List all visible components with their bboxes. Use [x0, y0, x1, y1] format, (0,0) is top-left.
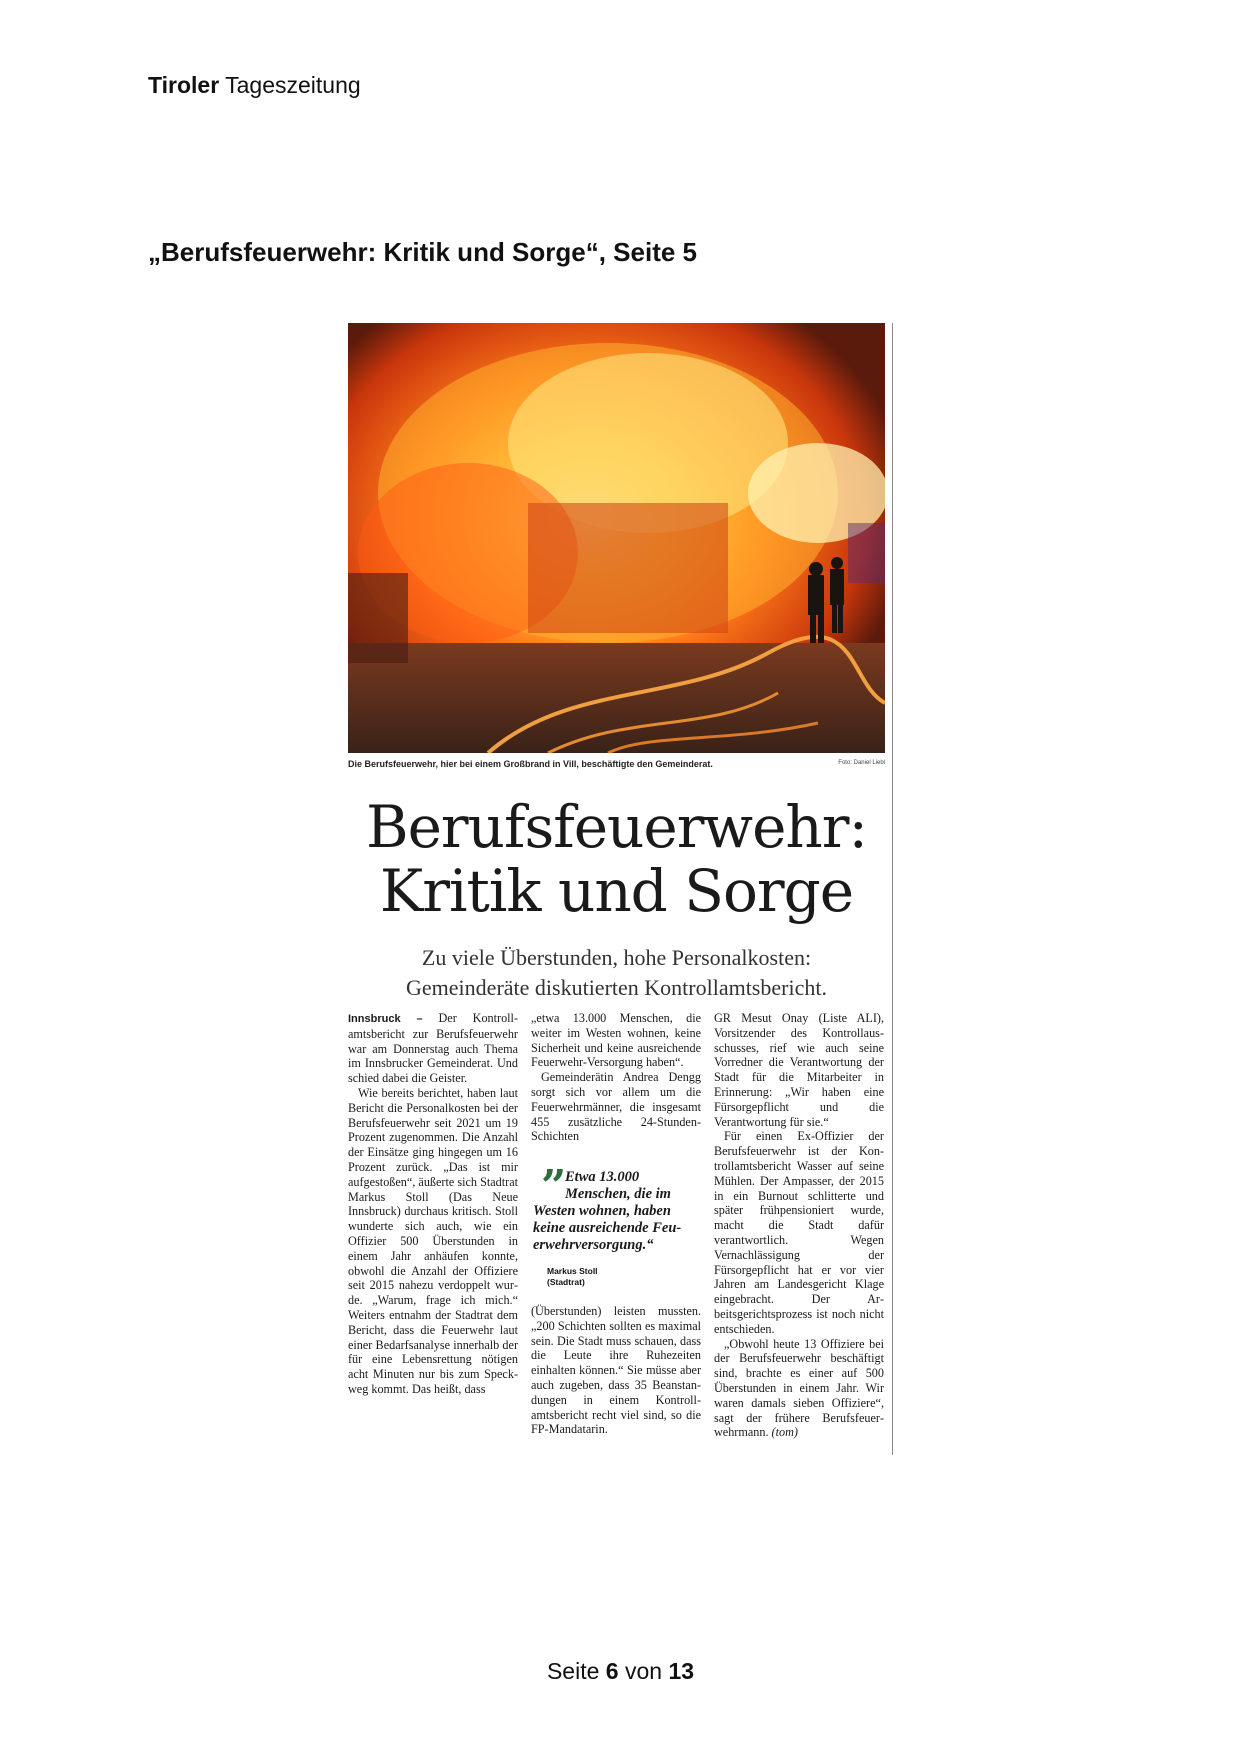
publisher-name-rest: Tageszeitung	[225, 72, 361, 98]
article-headline	[348, 795, 885, 923]
article-column-2	[531, 1011, 701, 1144]
article-dateline: Innsbruck –	[348, 1013, 423, 1025]
pull-quote-role: (Stadtrat)	[547, 1277, 585, 1287]
column-1-paragraph-1	[348, 1011, 518, 1086]
page-total: 13	[668, 1658, 695, 1684]
page-of: von	[624, 1658, 663, 1684]
page-current: 6	[605, 1658, 619, 1684]
column-2-paragraph-2: Gemeinderätin Andrea Dengg sorgt sich vor allem um die Feuerwehrmänner, die insgesamt 455 zusätzliche 24-Stunden-Schichten	[531, 1070, 701, 1144]
pull-quote-text	[533, 1169, 701, 1254]
article-column-2-continued	[531, 1304, 701, 1437]
page-label: Seite	[546, 1658, 600, 1684]
publisher-name-bold: Tiroler	[148, 72, 220, 98]
column-3-paragraph-3	[714, 1337, 884, 1441]
author-signature: (tom)	[771, 1425, 798, 1440]
photo-caption	[348, 759, 885, 769]
pull-quote-attribution	[547, 1266, 701, 1288]
photo-caption-text: Die Berufsfeuerwehr, hier bei einem Großbrand in Vill, beschäftigte den Gemeinderat.	[348, 759, 713, 769]
column-3-paragraph-3-text: „Obwohl heute 13 Offiziere bei der Berufsfeuerwehr beschäftigt sind, brachte es einer auf 500 Überstunden in einem Jahr. Wir waren damals sieben Offiziere“, sagt der frühere Berufsfeuerwehrmann.	[714, 1336, 884, 1440]
pull-quote	[531, 1161, 701, 1288]
newspaper-clipping	[348, 323, 892, 1455]
quote-mark-icon: ”	[541, 1161, 567, 1212]
document-title: „Berufsfeuerwehr: Kritik und Sorge“, Seite 5	[148, 237, 698, 267]
article-column-1	[348, 1011, 518, 1397]
publisher-name	[148, 72, 361, 99]
column-3-paragraph-2: Für einen Ex-Offizier der Berufsfeuerwehr ist der Kontrollamtsbericht Wasser auf seine Mühlen. Der Ampasser, der 2015 in ein Burnout schlitterte und später frühpensioniert wurde, macht die Stadt dafür verantwortlich. Wegen Vernachlässigung der Fürsorgepflicht hat er vor vier Jahren am Landesgericht Klage eingebracht. Der Arbeitsgerichtsprozess ist noch nicht entschieden.	[714, 1129, 884, 1336]
pull-quote-rest: Westen wohnen, haben keine ausreichende Feuerwehrversorgung.“	[533, 1203, 682, 1253]
headline-line-1: Berufsfeuerwehr:	[365, 793, 868, 861]
column-2-paragraph-1: „etwa 13.000 Menschen, die weiter im Westen wohnen, keine Sicherheit und keine ausreichende Feuerwehr-Versorgung haben“.	[531, 1011, 701, 1070]
subhead-line-2: Gemeinderäte diskutierten Kontrollamtsbericht.	[406, 975, 827, 1000]
article-subheadline	[348, 943, 885, 1003]
column-1-paragraph-1-text: Der Kontrollamtsbericht zur Berufsfeuerwehr war am Donnerstag auch Thema im Innsbrucker Gemeinderat. Und schied dabei die Geister.	[348, 1011, 519, 1086]
column-divider	[892, 323, 893, 1455]
article-column-3	[714, 1011, 884, 1440]
subhead-line-1: Zu viele Überstunden, hohe Personalkosten:	[421, 945, 812, 970]
column-1-paragraph-2: Wie bereits berichtet, haben laut Bericht die Personalkosten bei der Berufsfeuerwehr seit 2021 um 19 Prozent zugenommen. Die Anzahl der Einsätze ging hingegen um 16 Prozent zurück. „Das ist mir aufgestoßen“, äußerte sich Stadtrat Markus Stoll (Das Neue Innsbruck) durchaus kritisch. Stoll wunderte sich auch, wie ein Offizier 500 Überstunden in einem Jahr anhäufen konnte, obwohl die Anzahl der Offiziere seit 2015 nahezu verdoppelt wurde. „Warum, frage ich mich.“ Weiters entnahm der Stadtrat dem Bericht, dass die Feuerwehr laut einer Bedarfsanalyse innerhalb der für eine Lebensrettung nötigen acht Minuten nur bis zum Speckweg kommt. Das heißt, dass	[348, 1085, 518, 1396]
photo-credit: Foto: Daniel Liebl	[838, 760, 885, 766]
column-3-paragraph-1: GR Mesut Onay (Liste ALI), Vorsitzender des Kontrollausschusses, rief wie auch seine Vorredner die Verantwortung der Stadt für die Mitarbeiter in Erinnerung: „Wir haben eine Fürsorgepflicht und die Verantwortung für sie.“	[714, 1011, 884, 1129]
page-indicator	[0, 1658, 1241, 1685]
headline-line-2: Kritik und Sorge	[379, 857, 854, 925]
column-2-paragraph-3: (Überstunden) leisten mussten. „200 Schichten sollten es maximal sein. Die Stadt muss schauen, dass die Leute ihre Ruhezeiten einhalten können.“ Sie müsse aber auch zugeben, dass 35 Beanstandungen in einem Kontrollamtsbericht recht viel sind, so die FP-Mandatarin.	[531, 1304, 701, 1437]
pull-quote-author: Markus Stoll	[547, 1266, 598, 1276]
fire-photo	[348, 323, 885, 753]
pull-quote-line-1: Etwa 13.000 Menschen, die im	[565, 1169, 671, 1202]
